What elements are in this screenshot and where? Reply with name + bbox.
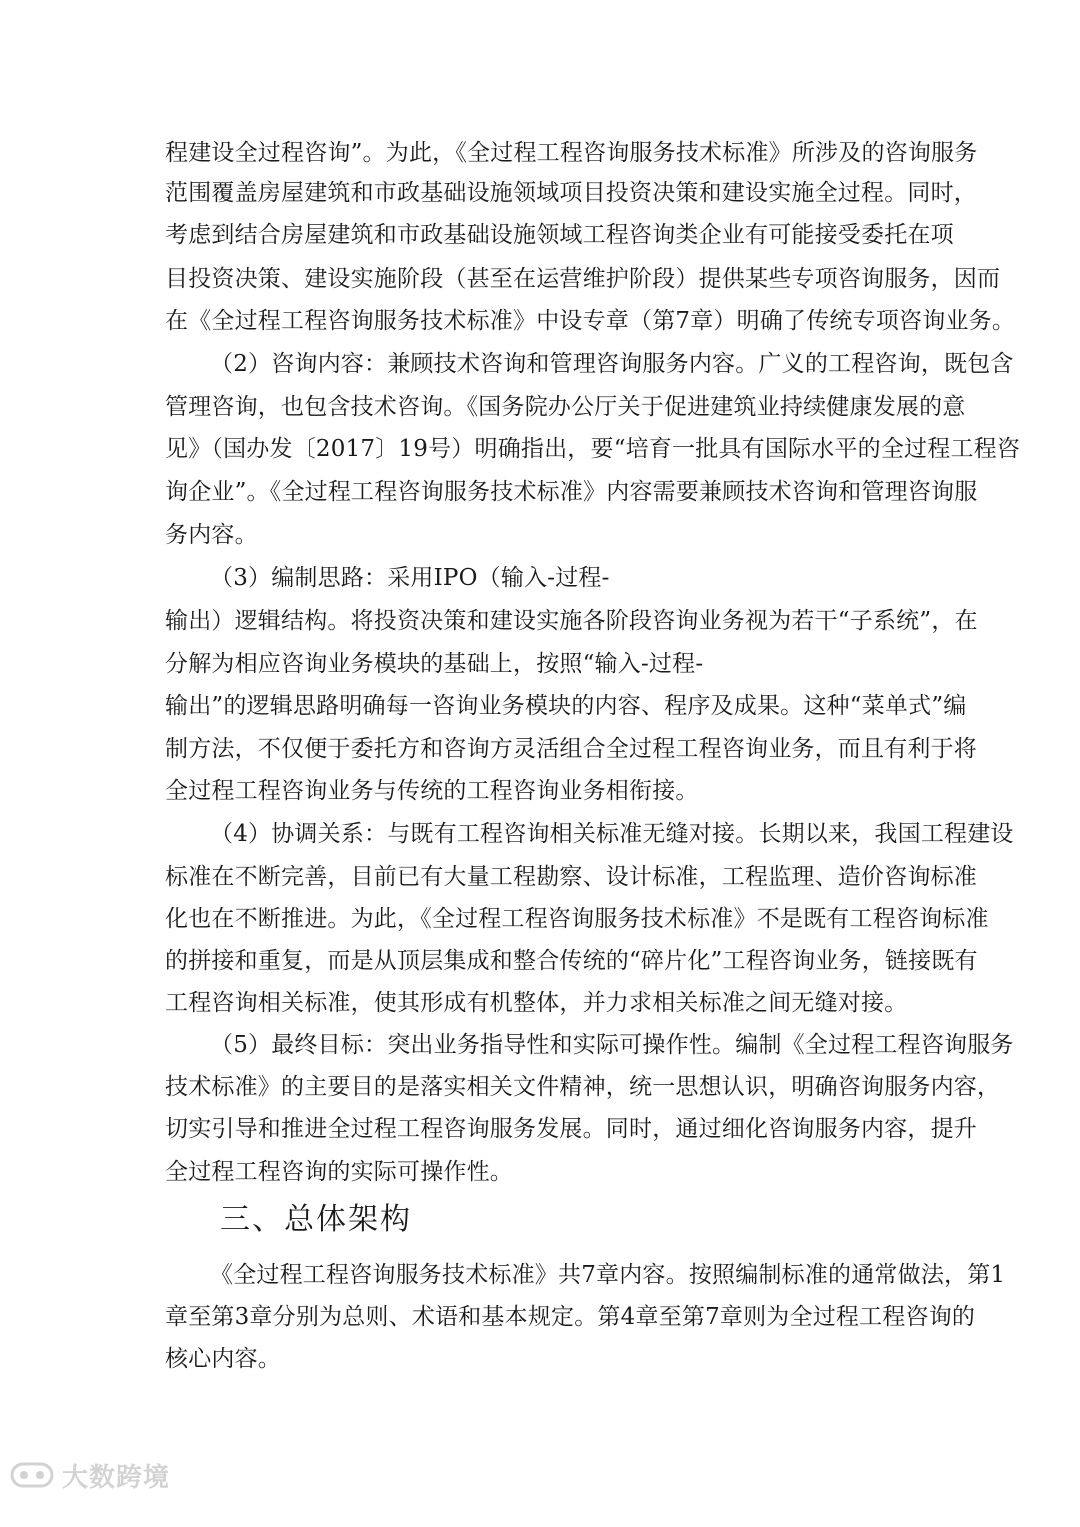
body-line: 全过程工程咨询的实际可操作性。: [165, 1159, 513, 1185]
paragraph-5-first-line: （5）最终目标：突出业务指导性和实际可操作性。编制《全过程工程咨询服务: [210, 1032, 1014, 1058]
body-line: 输出）逻辑结构。将投资决策和建设实施各阶段咨询业务视为若干“子系统”，在: [165, 608, 978, 634]
body-line: 核心内容。: [165, 1346, 281, 1372]
body-line: 技术标准》的主要目的是落实相关文件精神，统一思想认识，明确咨询服务内容，: [165, 1074, 1001, 1100]
body-line: 化也在不断推进。为此，《全过程工程咨询服务技术标准》不是既有工程咨询标准: [165, 906, 989, 932]
body-line: 分解为相应咨询业务模块的基础上，按照“输入-过程-: [165, 651, 704, 677]
body-line: 在《全过程工程咨询服务技术标准》中设专章（第7章）明确了传统专项咨询业务。: [165, 308, 1016, 334]
paragraph-3-first-line: （3）编制思路：采用IPO（输入-过程-: [210, 565, 610, 591]
watermark: [10, 1455, 170, 1495]
body-line: 全过程工程咨询业务与传统的工程咨询业务相衔接。: [165, 778, 699, 804]
body-line: 标准在不断完善，目前已有大量工程勘察、设计标准，工程监理、造价咨询标准: [165, 864, 977, 890]
body-line: 询企业”。《全过程工程咨询服务技术标准》内容需要兼顾技术咨询和管理咨询服: [165, 479, 978, 505]
section-heading: 三、总体架构: [220, 1202, 412, 1237]
body-line: 务内容。: [165, 522, 258, 548]
body-line: 管理咨询，也包含技术咨询。《国务院办公厅关于促进建筑业持续健康发展的意: [165, 394, 966, 420]
logo-icon: [10, 1460, 54, 1490]
closing-paragraph-first-line: 《全过程工程咨询服务技术标准》共7章内容。按照编制标准的通常做法，第1: [210, 1262, 1006, 1288]
body-line: 章至第3章分别为总则、术语和基本规定。第4章至第7章则为全过程工程咨询的: [165, 1304, 976, 1330]
body-line: 见》（国办发〔2017〕19号）明确指出，要“培育一批具有国际水平的全过程工程咨: [165, 436, 1021, 462]
body-line: 制方法，不仅便于委托方和咨询方灵活组合全过程工程咨询业务，而且有利于将: [165, 736, 977, 762]
body-line: 目投资决策、建设实施阶段（甚至在运营维护阶段）提供某些专项咨询服务，因而: [165, 266, 1001, 292]
body-line: 工程咨询相关标准，使其形成有机整体，并力求相关标准之间无缝对接。: [165, 990, 908, 1016]
body-line: 的拼接和重复，而是从顶层集成和整合传统的“碎片化”工程咨询业务，链接既有: [165, 948, 978, 974]
body-line: 程建设全过程咨询”。为此，《全过程工程咨询服务技术标准》所涉及的咨询服务: [165, 140, 978, 166]
watermark-text: 大数跨境: [62, 1462, 171, 1493]
body-line: 输出”的逻辑思路明确每一咨询业务模块的内容、程序及成果。这种“菜单式”编: [165, 693, 967, 719]
paragraph-4-first-line: （4）协调关系：与既有工程咨询相关标准无缝对接。长期以来，我国工程建设: [210, 821, 1014, 847]
paragraph-2-first-line: （2）咨询内容：兼顾技术咨询和管理咨询服务内容。广义的工程咨询，既包含: [210, 351, 1014, 377]
body-line: 切实引导和推进全过程工程咨询服务发展。同时，通过细化咨询服务内容，提升: [165, 1116, 977, 1142]
body-line: 范围覆盖房屋建筑和市政基础设施领域项目投资决策和建设实施全过程。同时，: [165, 180, 977, 206]
body-line: 考虑到结合房屋建筑和市政基础设施领域工程咨询类企业有可能接受委托在项: [165, 222, 954, 248]
